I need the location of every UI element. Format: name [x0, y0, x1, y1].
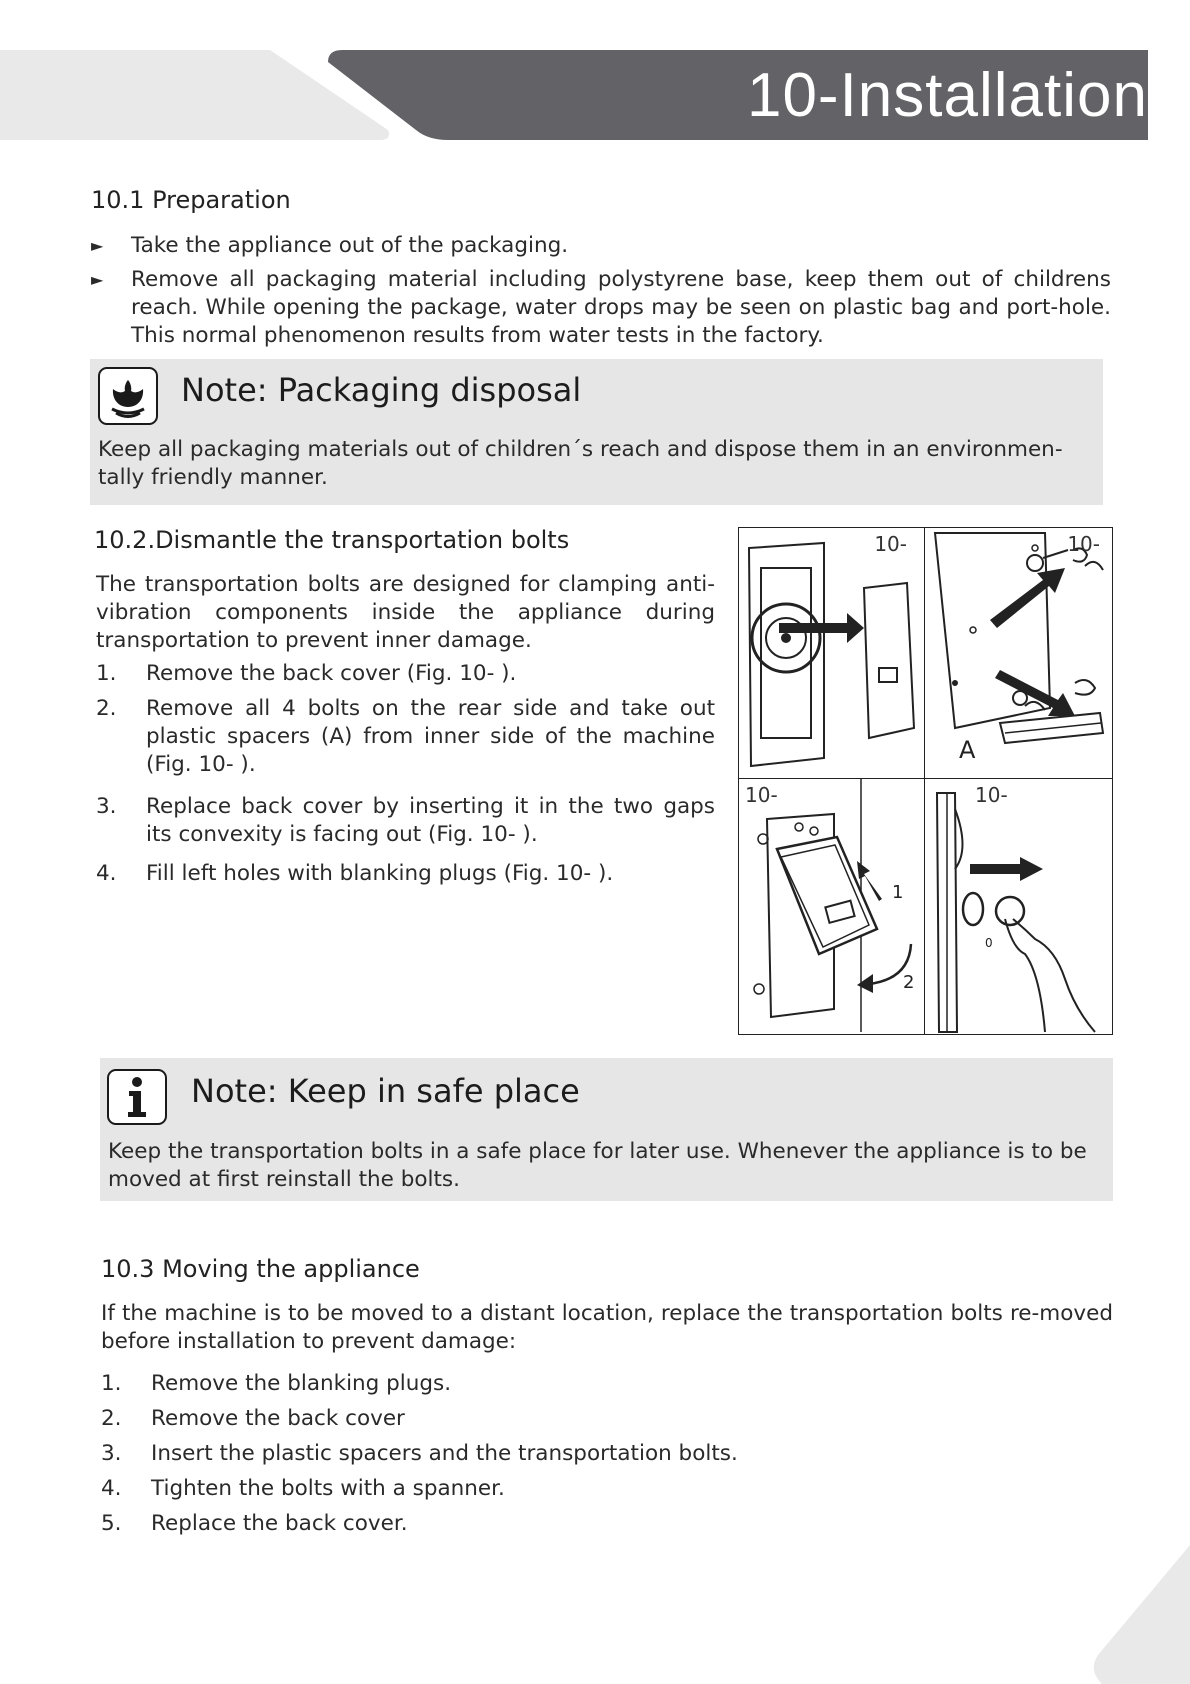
section-intro: The transportation bolts are designed for clamping anti-vibration components inside the appliance during transportation to prevent inner damage. [96, 572, 715, 653]
step-text: Replace the back cover. [151, 1511, 408, 1536]
page-title: 10-Installation [746, 61, 1148, 130]
spacer-label: A [959, 736, 976, 764]
step-text: Remove the back cover (Fig. 10- ). [146, 661, 517, 686]
list-item [101, 1440, 1101, 1468]
section-number: 10.2. [94, 526, 156, 554]
step-text: Tighten the bolts with a spanner. [151, 1476, 505, 1501]
figure-bolts-removal [924, 527, 1113, 780]
note-title: Note: Keep in safe place [191, 1072, 580, 1110]
step-text: Insert the plastic spacers and the transportation bolts. [151, 1441, 738, 1466]
figure-cover-replace [738, 778, 926, 1035]
bullet-item [91, 266, 1111, 350]
info-icon [107, 1069, 167, 1125]
note-keep-safe [100, 1058, 1113, 1201]
figure-back-cover-removal [738, 527, 926, 780]
note-title: Note: Packaging disposal [181, 371, 582, 409]
step-number: 4. [96, 861, 117, 886]
list-item [101, 1475, 1101, 1503]
step-text: Remove all 4 bolts on the rear side and take out plastic spacers (A) from inner side of the machine (Fig. 10- ). [146, 696, 715, 777]
step-number: 2. [101, 1406, 122, 1431]
bullet-item [91, 232, 1111, 260]
moving-steps [101, 1370, 1101, 1538]
list-item [96, 860, 715, 888]
bullet-arrow-icon: ► [91, 236, 104, 255]
note-body: Keep all packaging materials out of children´s reach and dispose them in an environmen-tally friendly manner. [98, 437, 1063, 490]
figure-label: 10- [975, 783, 1008, 807]
step-number: 1. [96, 661, 117, 686]
arrow-label: 2 [903, 972, 915, 993]
step-number: 3. [96, 794, 117, 819]
section-heading-dismantle [94, 526, 569, 554]
figure-label: 10- [874, 532, 907, 556]
recycle-flower-icon [98, 367, 158, 425]
section-heading-preparation: 10.1 Preparation [91, 186, 291, 214]
arrow-label: 1 [892, 882, 904, 903]
step-text: Remove the blanking plugs. [151, 1371, 452, 1396]
step-text: Remove the back cover [151, 1406, 405, 1431]
blanking-plugs-illustration [925, 779, 1112, 1034]
list-item [96, 660, 715, 688]
dismantle-steps [96, 660, 715, 888]
step-number: 2. [96, 696, 117, 721]
page-corner-decoration [1090, 1545, 1190, 1684]
list-item [101, 1510, 1101, 1538]
list-item [101, 1405, 1101, 1433]
plug-mark: 0 [985, 936, 993, 950]
step-number: 1. [101, 1371, 122, 1396]
figure-label: 10- [1067, 532, 1100, 556]
note-packaging-disposal [90, 359, 1103, 505]
step-number: 3. [101, 1441, 122, 1466]
step-text: Fill left holes with blanking plugs (Fig. 10- ). [146, 861, 614, 886]
section-title: Dismantle the transportation bolts [155, 526, 570, 554]
bullet-arrow-icon: ► [91, 270, 104, 289]
list-item [101, 1370, 1101, 1398]
note-body: Keep the transportation bolts in a safe place for later use. Whenever the appliance is to be moved at first reinstall the bolts. [108, 1139, 1087, 1192]
back-cover-illustration [739, 528, 925, 779]
section-heading-moving: 10.3 Moving the appliance [101, 1255, 420, 1283]
list-item [96, 793, 715, 849]
bullet-text: Take the appliance out of the packaging. [131, 233, 569, 258]
section-intro: If the machine is to be moved to a distant location, replace the transportation bolts re-moved before installation to prevent damage: [101, 1301, 1113, 1354]
list-item [96, 695, 715, 779]
figure-blanking-plugs [924, 778, 1113, 1035]
bullet-text: Remove all packaging material including polystyrene base, keep them out of childrens reach. While opening the package, water drops may be seen on plastic bag and port-hole. This normal phenomenon results from water tests in the factory. [131, 267, 1111, 348]
cover-replace-illustration [739, 779, 925, 1034]
figure-label: 10- [745, 783, 778, 807]
step-text: Replace back cover by inserting it in the two gaps its convexity is facing out (Fig. 10- ). [146, 794, 715, 847]
step-number: 4. [101, 1476, 122, 1501]
step-number: 5. [101, 1511, 122, 1536]
bolts-illustration [925, 528, 1112, 779]
installation-figures [738, 527, 1113, 1035]
